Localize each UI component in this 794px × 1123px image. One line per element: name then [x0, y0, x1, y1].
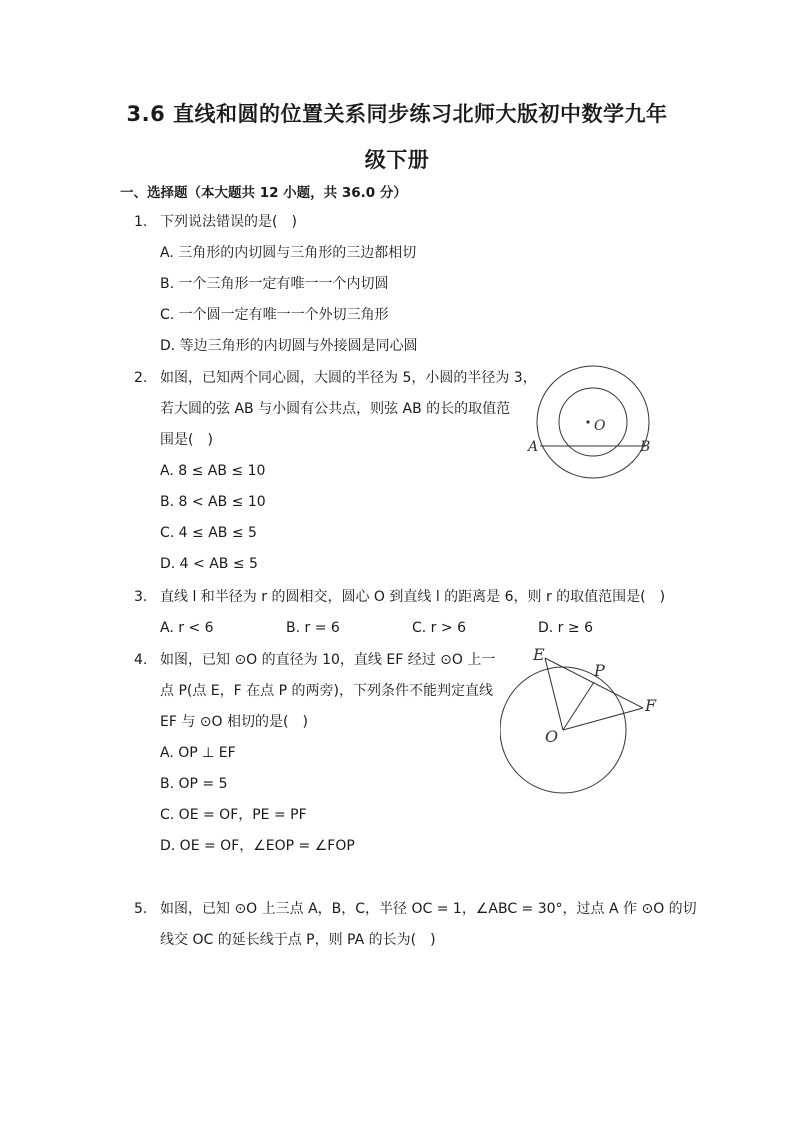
q4-stem-line-1: 如图，已知 ⊙O 的直径为 10，直线 EF 经过 ⊙O 上一 [160, 652, 496, 668]
q4-stem-line-2: 点 P(点 E，F 在点 P 的两旁)，下列条件不能判定直线 [160, 683, 493, 699]
q1-option-c: C. 一个圆一定有唯一一个外切三角形 [160, 307, 389, 323]
q2-stem-line-2: 若大圆的弦 AB 与小圆有公共点，则弦 AB 的长的取值范 [160, 401, 511, 417]
q4-option-b: B. OP = 5 [160, 776, 228, 792]
q1-option-b: B. 一个三角形一定有唯一一个内切圆 [160, 276, 389, 292]
q3-number: 3. [134, 589, 148, 605]
label-a: A [528, 439, 539, 455]
label-p: P [594, 661, 605, 680]
q3-option-d: D. r ≥ 6 [538, 620, 593, 636]
q1-number: 1. [134, 214, 148, 230]
q3-option-c: C. r > 6 [412, 620, 466, 636]
q2-option-b: B. 8 < AB ≤ 10 [160, 494, 266, 510]
q2-option-a: A. 8 ≤ AB ≤ 10 [160, 463, 266, 479]
title-line-2: 级下册 [364, 148, 430, 172]
q1-option-a: A. 三角形的内切圆与三角形的三边都相切 [160, 245, 417, 261]
q3-option-b: B. r = 6 [286, 620, 340, 636]
q2-option-c: C. 4 ≤ AB ≤ 5 [160, 525, 257, 541]
q3-option-a: A. r < 6 [160, 620, 214, 636]
title-line-1: 3.6 直线和圆的位置关系同步练习北师大版初中数学九年 [126, 102, 668, 126]
label-b: B [640, 439, 651, 455]
q4-option-c: C. OE = OF，PE = PF [160, 807, 307, 823]
q2-number: 2. [134, 370, 148, 386]
label-e: E [533, 645, 545, 664]
q2-concentric-circles-figure [520, 360, 670, 485]
q4-stem-line-3: EF 与 ⊙O 相切的是( ) [160, 714, 308, 730]
q3-stem: 直线 l 和半径为 r 的圆相交，圆心 O 到直线 l 的距离是 6，则 r 的取值范围是( ) [160, 589, 666, 605]
q2-stem-line-3: 围是( ) [160, 432, 213, 448]
q1-option-d: D. 等边三角形的内切圆与外接圆是同心圆 [160, 338, 418, 354]
label-o: O [545, 727, 559, 746]
section-header: 一、选择题（本大题共 12 小题，共 36.0 分） [120, 185, 407, 201]
q2-option-d: D. 4 < AB ≤ 5 [160, 556, 258, 572]
large-circle [537, 366, 649, 478]
q5-stem-line-2: 线交 OC 的延长线于点 P，则 PA 的长为( ) [160, 932, 436, 948]
q4-option-a: A. OP ⊥ EF [160, 745, 236, 761]
segment-oe [545, 658, 563, 730]
center-dot [586, 420, 589, 423]
q4-tangent-circle-figure [500, 640, 675, 820]
q4-number: 4. [134, 652, 148, 668]
label-f: F [645, 696, 657, 715]
q4-option-d: D. OE = OF，∠EOP = ∠FOP [160, 838, 355, 854]
q5-stem-line-1: 如图，已知 ⊙O 上三点 A，B，C，半径 OC = 1，∠ABC = 30°，过点 A 作 ⊙O 的切 [160, 901, 697, 917]
q5-number: 5. [134, 901, 148, 917]
q2-stem-line-1: 如图，已知两个同心圆，大圆的半径为 5，小圆的半径为 3， [160, 370, 537, 386]
label-o: O [594, 418, 606, 434]
q1-stem: 下列说法错误的是( ) [160, 214, 297, 230]
